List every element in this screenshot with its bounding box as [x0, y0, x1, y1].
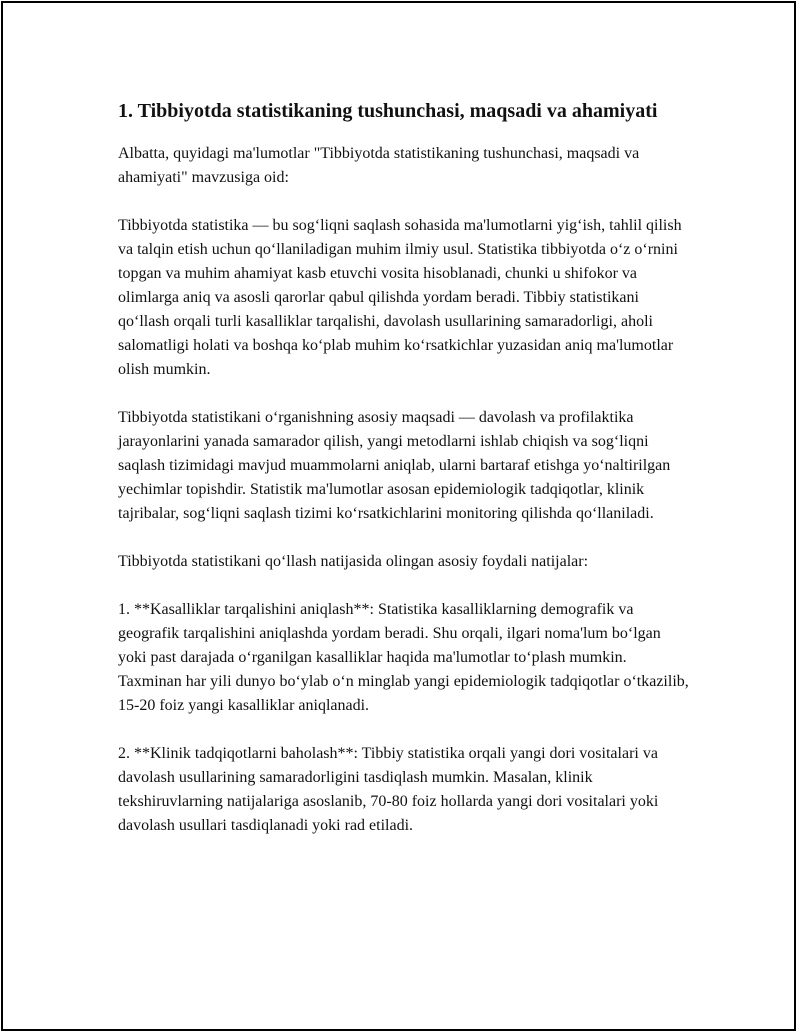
list-item-2: 2. **Klinik tadqiqotlarni baholash**: Tibbiy statistika orqali yangi dori vositalari va davolash usullarining samaradorligini tasdiqlash mumkin. Masalan, klinik tekshiruvlarning natijalariga asoslanib, 70-80 foiz hollarda yangi dori vositalari yoki davolash usullari tasdiqlanadi yoki rad etiladi. — [118, 745, 659, 834]
spacer — [118, 190, 693, 214]
intro-paragraph: Albatta, quyidagi ma'lumotlar "Tibbiyotda statistikaning tushunchasi, maqsadi va ahamiyati" mavzusiga oid: — [118, 145, 640, 186]
definition-paragraph: Tibbiyotda statistika — bu sog‘liqni saqlash sohasida ma'lumotlarni yig‘ish, tahlil qilish va talqin etish uchun qo‘llaniladigan muhim ilmiy usul. Statistika tibbiyotda o‘z o‘rnini topgan va muhim ahamiyat kasb etuvchi vosita hisoblanadi, chunki u shifokor va olimlarga aniq va asosli qarorlar qabul qilishda yordam beradi. Tibbiy statistikani qo‘llash orqali turli kasalliklar tarqalishi, davolash usullarining samaradorligi, aholi salomatligi holati va boshqa ko‘plab muhim ko‘rsatkichlar yuzasidan aniq ma'lumotlar olish mumkin. — [118, 217, 682, 378]
document-page — [1, 1, 796, 1031]
section-heading: 1. Tibbiyotda statistikaning tushunchasi, maqsadi va ahamiyati — [118, 100, 658, 122]
spacer — [118, 718, 693, 742]
spacer — [118, 126, 693, 142]
list-item-1: 1. **Kasalliklar tarqalishini aniqlash**: Statistika kasalliklarning demografik va geografik tarqalishini aniqlashda yordam beradi. Shu orqali, ilgari noma'lum bo‘lgan yoki past darajada o‘rganilgan kasalliklar haqida ma'lumotlar to‘plash mumkin. Taxminan har yili dunyo bo‘ylab o‘n minglab yangi epidemiologik tadqiqotlar o‘tkazilib, 15-20 foiz yangi kasalliklar aniqlanadi. — [118, 601, 689, 714]
document-body — [118, 97, 693, 838]
spacer — [118, 382, 693, 406]
results-intro-paragraph: Tibbiyotda statistikani qo‘llash natijasida olingan asosiy foydali natijalar: — [118, 553, 589, 570]
spacer — [118, 526, 693, 550]
purpose-paragraph: Tibbiyotda statistikani o‘rganishning asosiy maqsadi — davolash va profilaktika jarayonlarini yanada samarador qilish, yangi metodlarni ishlab chiqish va sog‘liqni saqlash tizimidagi mavjud muammolarni aniqlab, ularni bartaraf etishga yo‘naltirilgan yechimlar topishdir. Statistik ma'lumotlar asosan epidemiologik tadqiqotlar, klinik tajribalar, sog‘liqni saqlash tizimi ko‘rsatkichlarini monitoring qilishda qo‘llaniladi. — [118, 409, 671, 522]
spacer — [118, 574, 693, 598]
